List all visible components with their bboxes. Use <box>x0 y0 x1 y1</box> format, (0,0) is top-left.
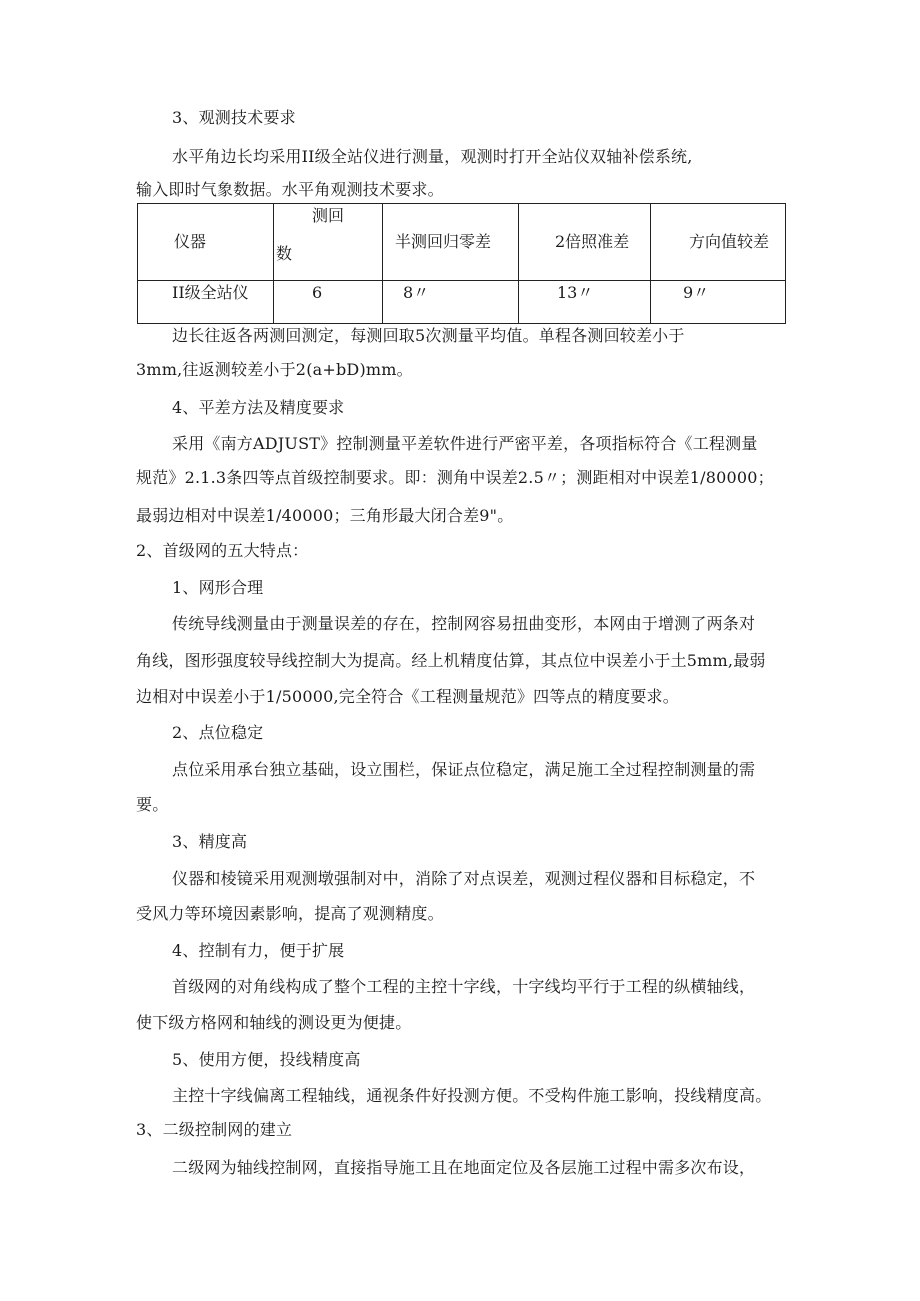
paragraph-line: 要。 <box>136 795 169 814</box>
cell-zero-diff: 8〃 <box>403 283 430 302</box>
cell-collimation: 13〃 <box>557 283 594 302</box>
paragraph-line: 传统导线测量由于测量误差的存在，控制网容易扭曲变形，本网由于增测了两条对 <box>172 614 756 633</box>
section-heading-primary-network: 2、首级网的五大特点： <box>136 541 309 560</box>
cell-rounds: 6 <box>312 283 323 302</box>
paragraph-line: 使下级方格网和轴线的测设更为便捷。 <box>136 1013 412 1032</box>
section-heading-secondary-network: 3、二级控制网的建立 <box>136 1120 293 1139</box>
header-double-collimation: 2倍照准差 <box>555 232 630 251</box>
header-direction-diff: 方向值较差 <box>689 232 770 251</box>
subheading-point-stability: 2、点位稳定 <box>172 723 264 742</box>
header-half-round-zero-diff: 半测回归零差 <box>395 232 492 251</box>
paragraph-line: 采用《南方ADJUST》控制测量平差软件进行严密平差，各项指标符合《工程测量 <box>172 434 758 453</box>
paragraph-line: 受风力等环境因素影响，提高了观测精度。 <box>136 904 444 923</box>
header-instrument: 仪器 <box>174 232 207 251</box>
paragraph-line: 二级网为轴线控制网，直接指导施工且在地面定位及各层施工过程中需多次布设， <box>172 1158 756 1177</box>
header-rounds-line2: 数 <box>276 244 293 263</box>
paragraph-line: 首级网的对角线构成了整个工程的主控十字线，十字线均平行于工程的纵横轴线， <box>172 977 756 996</box>
paragraph-line: 3mm,往返测较差小于2(a+bD)mm。 <box>136 360 413 379</box>
paragraph-line: 边长往返各两测回测定，每测回取5次测量平均值。单程各测回较差小于 <box>172 326 685 345</box>
paragraph-line: 边相对中误差小于1/50000,完全符合《工程测量规范》四等点的精度要求。 <box>136 687 679 706</box>
subheading-network-shape: 1、网形合理 <box>172 578 264 597</box>
cell-instrument: II级全站仪 <box>172 283 249 302</box>
subheading-control-expansion: 4、控制有力，便于扩展 <box>172 941 345 960</box>
paragraph-line: 点位采用承台独立基础，设立围栏，保证点位稳定，满足施工全过程控制测量的需 <box>172 760 756 779</box>
subheading-high-accuracy: 3、精度高 <box>172 832 248 851</box>
paragraph-line: 主控十字线偏离工程轴线，通视条件好投测方便。不受构件施工影响，投线精度高。 <box>172 1086 772 1105</box>
paragraph-line: 角线，图形强度较导线控制大为提高。经上机精度估算，其点位中误差小于土5mm,最弱 <box>136 651 766 670</box>
paragraph-line: 输入即时气象数据。水平角观测技术要求。 <box>136 180 444 199</box>
section-heading-observation-requirements: 3、观测技术要求 <box>172 108 296 127</box>
paragraph-line: 规范》2.1.3条四等点首级控制要求。即：测角中误差2.5〃；测距相对中误差1/80000； <box>136 468 774 487</box>
observation-requirements-table <box>137 203 786 324</box>
paragraph-line: 最弱边相对中误差1/40000；三角形最大闭合差9"。 <box>136 506 514 525</box>
table-header-row <box>138 204 786 281</box>
subheading-convenient-use: 5、使用方便，投线精度高 <box>172 1050 361 1069</box>
header-rounds-line1: 测回 <box>312 206 345 225</box>
cell-direction-diff: 9〃 <box>683 283 710 302</box>
table-row <box>138 281 786 324</box>
paragraph-line: 水平角边长均采用II级全站仪进行测量，观测时打开全站仪双轴补偿系统, <box>172 147 693 166</box>
paragraph-line: 仪器和棱镜采用观测墩强制对中，消除了对点误差，观测过程仪器和目标稳定，不 <box>172 869 756 888</box>
section-heading-adjustment: 4、平差方法及精度要求 <box>172 398 345 417</box>
